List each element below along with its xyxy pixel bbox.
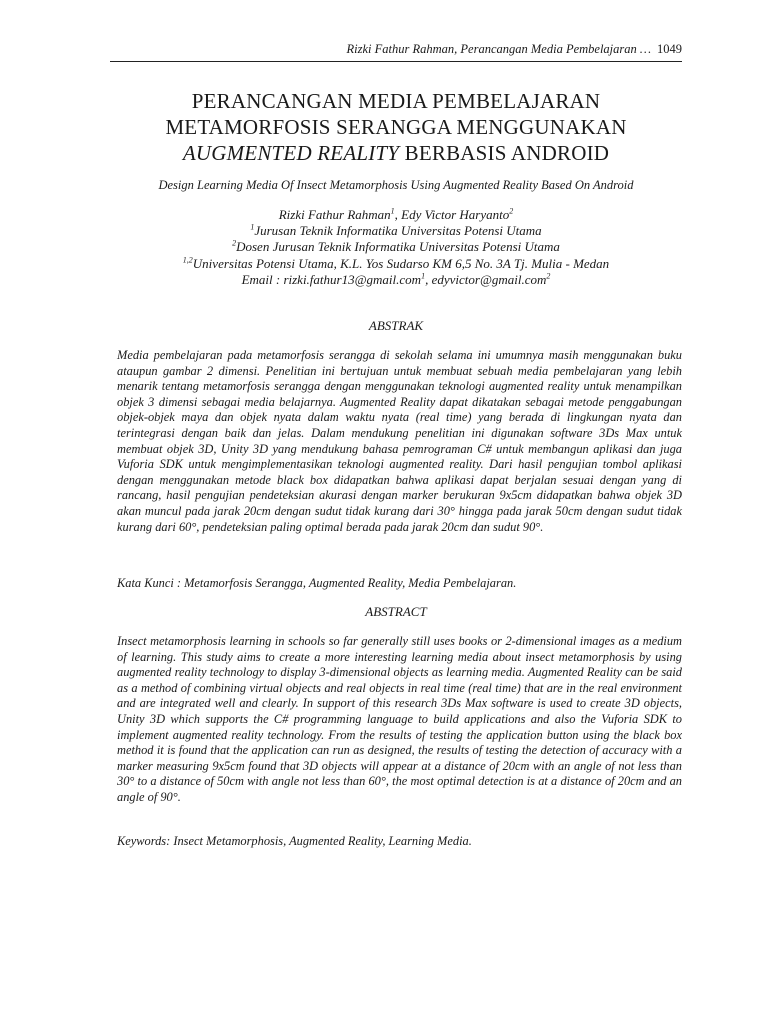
paper-title — [110, 88, 682, 166]
kata-kunci: Kata Kunci : Metamorfosis Serangga, Augmented Reality, Media Pembelajaran. — [117, 576, 517, 590]
author-2: Edy Victor Haryanto — [401, 207, 510, 222]
abstract-heading: ABSTRACT — [365, 604, 427, 619]
abstrak-heading: ABSTRAK — [368, 318, 424, 333]
email-second: , edyvictor@gmail.com — [425, 271, 547, 287]
author-1-sup: 1 — [390, 206, 395, 216]
author-2-sup: 2 — [509, 206, 514, 216]
title-line-2: METAMORFOSIS SERANGGA MENGGUNAKAN — [165, 115, 627, 139]
keywords: Keywords: Insect Metamorphosis, Augmented Reality, Learning Media. — [117, 834, 472, 848]
title-rest-part: BERBASIS ANDROID — [399, 141, 610, 165]
abstract-body: Insect metamorphosis learning in schools so far generally still uses books or 2-dimensional images as a medium of learning. This study aims to create a more interesting learning media about insect metamorphosis by using augmented reality technology to display 3-dimensional objects as learning media. Augmented Reality can be said as a method of combining virtual objects and real objects in real time (real time) that are in the real environment and are integrated well and clearly. In support of this research 3Ds Max software is used to create 3D objects, Unity 3D which supports the C# programming language to build applications and also the Vuforia SDK to implement augmented reality technology. From the results of testing the application button using the black box method it is found that the application can run as designed, the results of testing the detection of accuracy with a marker measuring 9x5cm found that 3D objects will appear at a distance of 20cm with an angle of not less than 30° to a distance of 50cm with angle not less than 60°, the most optimal detection is at a distance of 20cm and an angle of 90°. — [117, 634, 682, 804]
affiliation-3-sup: 1,2 — [182, 255, 193, 265]
affiliation-1 — [110, 223, 682, 239]
email-sup-1: 1 — [421, 271, 426, 281]
affiliation-1-sup: 1 — [250, 222, 255, 232]
author-1: Rizki Fathur Rahman — [278, 207, 391, 222]
affiliation-2-text: Dosen Jurusan Teknik Informatika Universitas Potensi Utama — [236, 239, 560, 255]
author-separator: , — [394, 207, 402, 222]
page-number: 1049 — [657, 42, 682, 56]
running-header — [110, 42, 682, 57]
affiliation-2 — [110, 239, 682, 255]
email-line — [110, 272, 682, 288]
email-prefix: Email : rizki.fathur13@gmail.com — [241, 271, 422, 287]
abstrak-body: Media pembelajaran pada metamorfosis serangga di sekolah selama ini umumnya masih menggunakan buku ataupun gambar 2 dimensi. Penelitian ini bertujuan untuk membuat sebuah media pembelajaran yang lebih menarik tentang metamorfosis serangga dengan menggunakan teknologi augmented reality untuk menampilkan objek 3 dimensi sebagai media belajarnya. Augmented Reality dapat dikatakan sebagai metode penggabungan objek-objek maya dan objek nyata dalam waktu nyata (real time) yang berada di lingkungan nyata dan terintegrasi dengan baik dan jelas. Dalam mendukung penelitian ini digunakan software 3Ds Max untuk membuat objek 3D, Unity 3D yang mendukung bahasa pemrograman C# untuk membangun aplikasi dan juga Vuforia SDK untuk mengimplementasikan teknologi augmented reality. Dari hasil pengujian tombol aplikasi dengan menggunakan metode black box didapatkan bahwa aplikasi dapat berjalan sesuai dengan yang di rancang, hasil pengujian pendeteksian akurasi dengan marker berukuran 9x5cm didapatkan bahwa objek 3D akan muncul pada jarak 20cm dengan sudut tidak kurang dari 30° hingga pada jarak 50cm dengan sudut tidak kurang dari 60°, pendeteksian paling optimal berada pada jarak 20cm dan sudut 90°. — [117, 348, 682, 534]
english-subtitle: Design Learning Media Of Insect Metamorphosis Using Augmented Reality Based On Android — [158, 178, 634, 192]
affiliation-2-sup: 2 — [232, 239, 237, 249]
email-sup-2: 2 — [546, 271, 551, 281]
running-head-text: Rizki Fathur Rahman, Perancangan Media Pembelajaran … — [346, 42, 651, 56]
affiliation-1-text: Jurusan Teknik Informatika Universitas Potensi Utama — [254, 223, 542, 239]
header-rule — [110, 61, 682, 62]
title-line-3 — [110, 140, 682, 166]
title-line-1: PERANCANGAN MEDIA PEMBELAJARAN — [191, 89, 601, 113]
author-block — [110, 207, 682, 288]
author-line — [110, 207, 682, 223]
affiliation-3-text: Universitas Potensi Utama, K.L. Yos Sudarso KM 6,5 No. 3A Tj. Mulia - Medan — [192, 255, 610, 271]
title-italic-part: AUGMENTED REALITY — [182, 141, 400, 165]
affiliation-3 — [110, 256, 682, 272]
